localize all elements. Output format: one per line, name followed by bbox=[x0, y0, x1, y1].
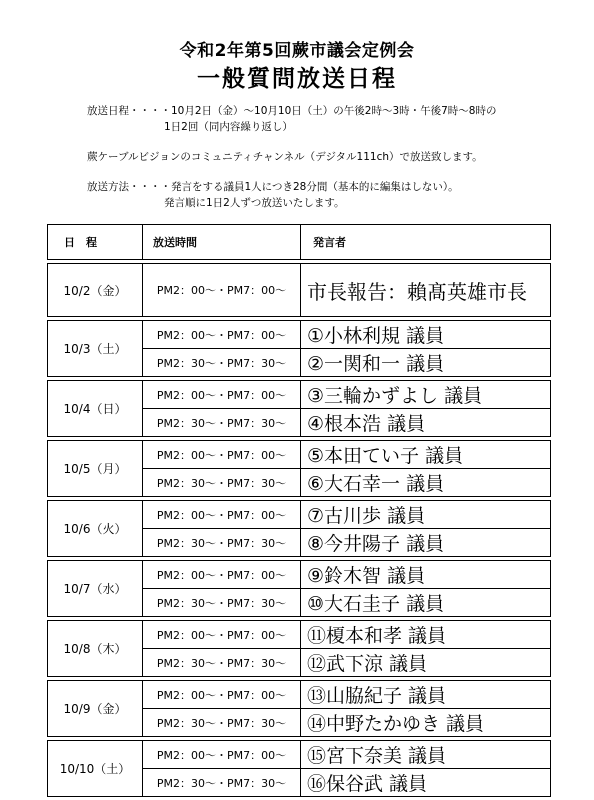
table-row bbox=[48, 681, 551, 709]
header-speaker: 発言者 bbox=[301, 225, 551, 260]
speaker-cell: ③三輪かずよし 議員 bbox=[301, 381, 551, 409]
table-row bbox=[48, 501, 551, 529]
table-row bbox=[48, 561, 551, 589]
date-cell: 10/9（金） bbox=[48, 681, 143, 737]
speaker-cell: ⑦古川歩 議員 bbox=[301, 501, 551, 529]
date-cell: 10/7（水） bbox=[48, 561, 143, 617]
time-cell: PM2：00～・PM7：00～ bbox=[143, 264, 301, 317]
schedule-note-line2: 1日2回（同内容繰り返し） bbox=[164, 121, 293, 133]
speaker-cell: ⑩大石圭子 議員 bbox=[301, 589, 551, 617]
table-row bbox=[48, 441, 551, 469]
document-title-session: 令和2年第5回蕨市議会定例会 bbox=[179, 41, 415, 61]
speaker-cell: ④根本浩 議員 bbox=[301, 409, 551, 437]
speaker-cell: ②一関和一 議員 bbox=[301, 349, 551, 377]
time-cell: PM2：30～・PM7：30～ bbox=[143, 769, 301, 797]
time-cell: PM2：00～・PM7：00～ bbox=[143, 681, 301, 709]
speaker-cell: ⑧今井陽子 議員 bbox=[301, 529, 551, 557]
date-cell: 10/3（土） bbox=[48, 321, 143, 377]
time-cell: PM2：30～・PM7：30～ bbox=[143, 349, 301, 377]
schedule-note-line1: 放送日程・・・・10月2日（金）～10月10日（土）の午後2時～3時・午後7時～8時の bbox=[87, 105, 497, 117]
speaker-cell: ①小林利規 議員 bbox=[301, 321, 551, 349]
date-cell: 10/8（木） bbox=[48, 621, 143, 677]
table-body bbox=[48, 260, 551, 797]
header-date: 日 程 bbox=[48, 225, 143, 260]
date-cell: 10/2（金） bbox=[48, 264, 143, 317]
time-cell: PM2：00～・PM7：00～ bbox=[143, 441, 301, 469]
speaker-cell: ⑭中野たかゆき 議員 bbox=[301, 709, 551, 737]
speaker-cell: ⑪榎本和孝 議員 bbox=[301, 621, 551, 649]
table-row bbox=[48, 621, 551, 649]
table-row bbox=[48, 381, 551, 409]
speaker-cell: ⑫武下涼 議員 bbox=[301, 649, 551, 677]
time-cell: PM2：00～・PM7：00～ bbox=[143, 321, 301, 349]
document-title-main: 一般質問放送日程 bbox=[197, 66, 397, 92]
speaker-cell: ⑮宮下奈美 議員 bbox=[301, 741, 551, 769]
time-cell: PM2：00～・PM7：00～ bbox=[143, 501, 301, 529]
table-row bbox=[48, 264, 551, 317]
time-cell: PM2：30～・PM7：30～ bbox=[143, 409, 301, 437]
time-cell: PM2：30～・PM7：30～ bbox=[143, 589, 301, 617]
date-cell: 10/6（火） bbox=[48, 501, 143, 557]
time-cell: PM2：30～・PM7：30～ bbox=[143, 529, 301, 557]
table-row bbox=[48, 741, 551, 769]
time-cell: PM2：00～・PM7：00～ bbox=[143, 381, 301, 409]
time-cell: PM2：00～・PM7：00～ bbox=[143, 621, 301, 649]
table-row bbox=[48, 321, 551, 349]
time-cell: PM2：30～・PM7：30～ bbox=[143, 709, 301, 737]
speaker-cell: ⑤本田てい子 議員 bbox=[301, 441, 551, 469]
date-cell: 10/4（日） bbox=[48, 381, 143, 437]
channel-note: 蕨ケーブルビジョンのコミュニティチャンネル（デジタル111ch）で放送致します。 bbox=[87, 151, 483, 163]
speaker-cell: 市長報告：賴髙英雄市長 bbox=[301, 264, 551, 317]
speaker-cell: ⑨鈴木智 議員 bbox=[301, 561, 551, 589]
time-cell: PM2：00～・PM7：00～ bbox=[143, 741, 301, 769]
table-header-row bbox=[48, 225, 551, 260]
broadcast-schedule-table bbox=[47, 224, 551, 797]
date-cell: 10/10（土） bbox=[48, 741, 143, 797]
speaker-cell: ⑬山脇紀子 議員 bbox=[301, 681, 551, 709]
date-cell: 10/5（月） bbox=[48, 441, 143, 497]
header-time: 放送時間 bbox=[143, 225, 301, 260]
time-cell: PM2：00～・PM7：00～ bbox=[143, 561, 301, 589]
method-note-line1: 放送方法・・・・発言をする議員1人につき28分間（基本的に編集はしない）。 bbox=[87, 181, 459, 193]
time-cell: PM2：30～・PM7：30～ bbox=[143, 469, 301, 497]
speaker-cell: ⑯保谷武 議員 bbox=[301, 769, 551, 797]
method-note-line2: 発言順に1日2人ずつ放送いたします。 bbox=[164, 197, 345, 209]
time-cell: PM2：30～・PM7：30～ bbox=[143, 649, 301, 677]
speaker-cell: ⑥大石幸一 議員 bbox=[301, 469, 551, 497]
